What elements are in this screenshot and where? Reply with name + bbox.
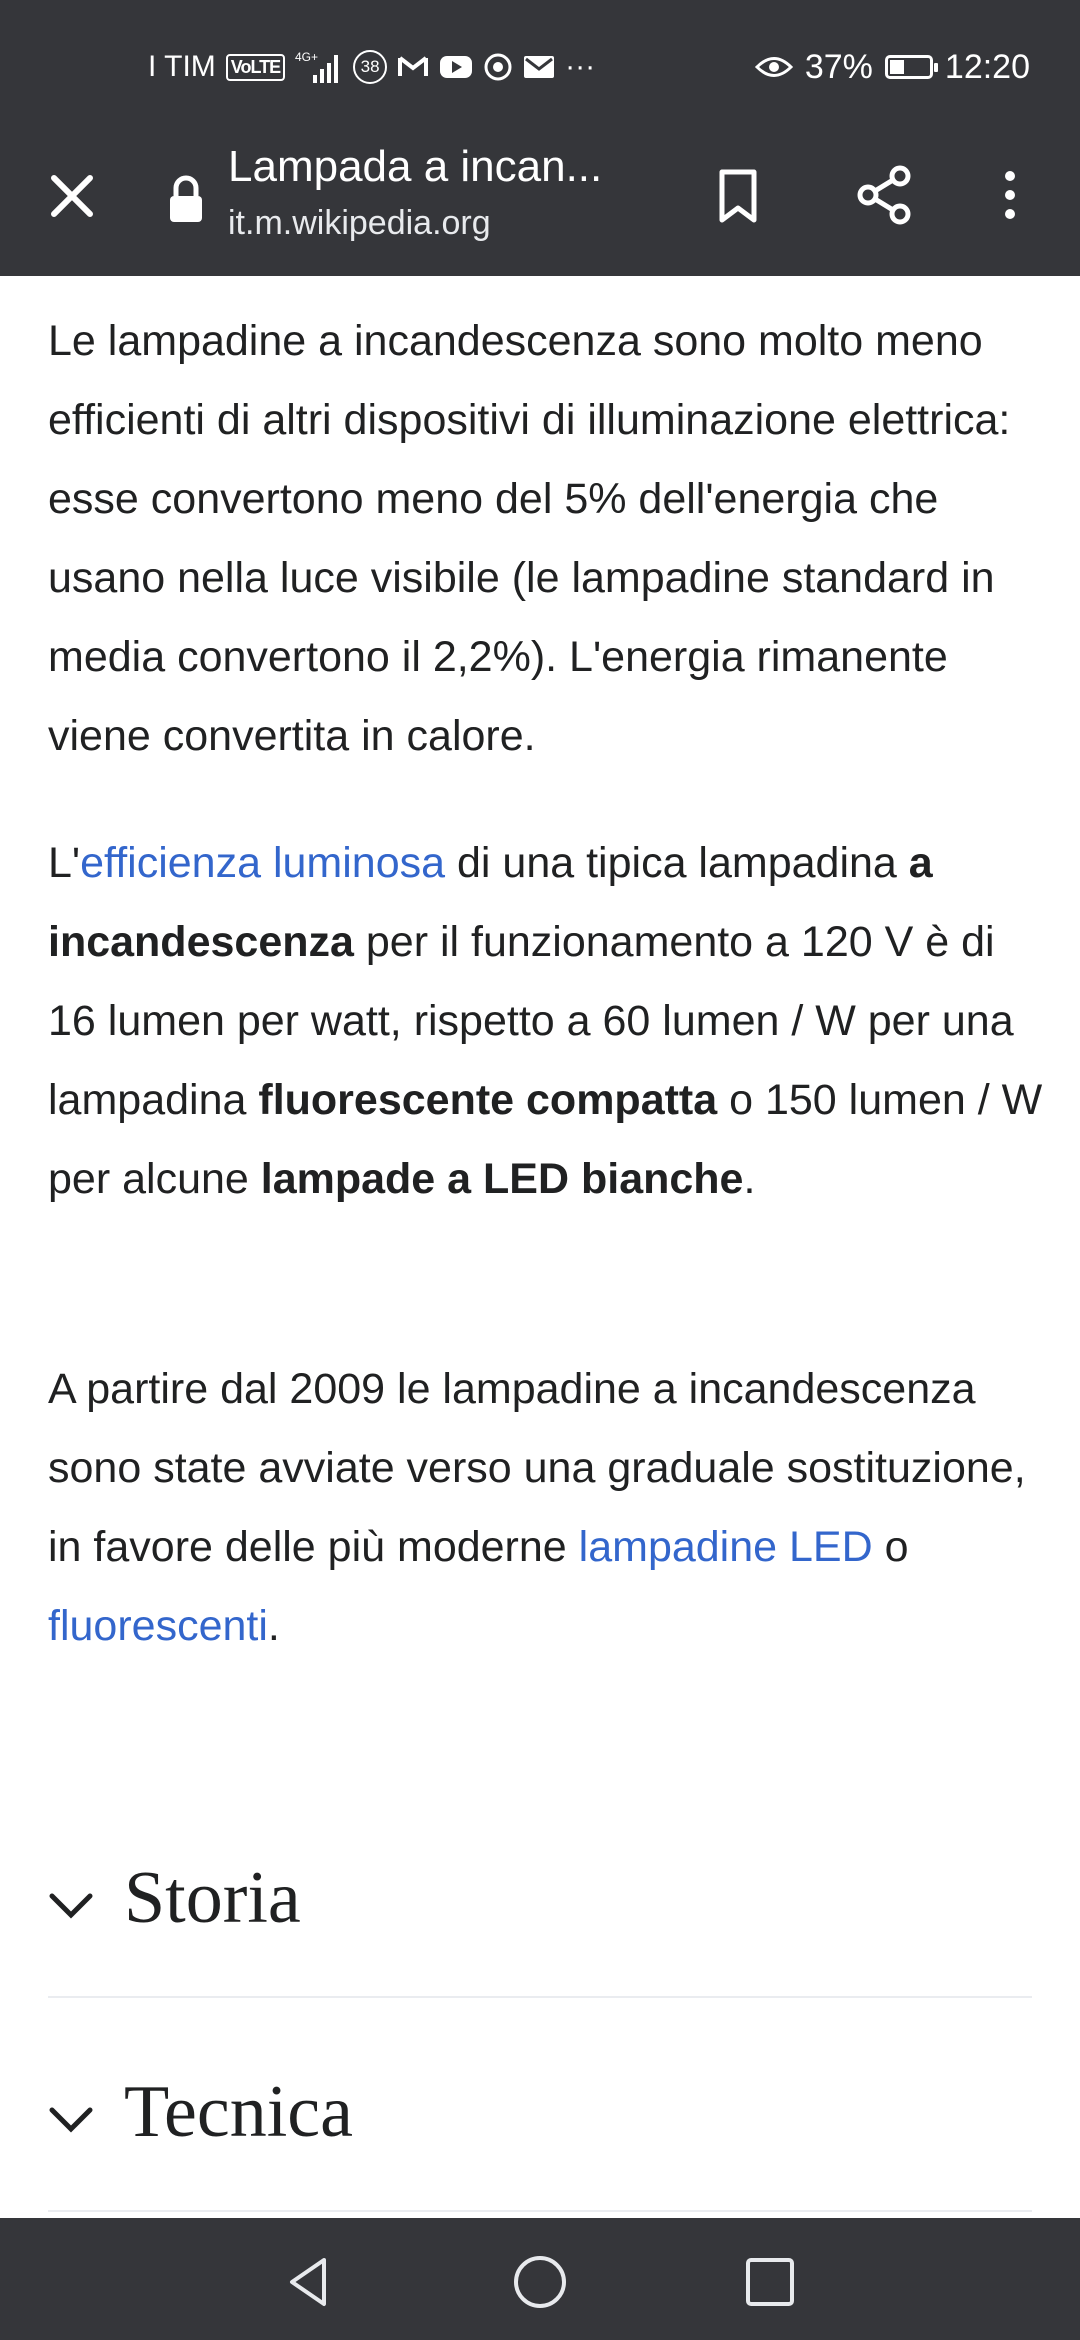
text-run: L' bbox=[48, 839, 81, 887]
text-run: A partire dal 2009 le lampadine a incandescenza sono state avviate verso una graduale sostituzione, in favore delle più moderne bbox=[48, 1365, 1026, 1571]
section-title: Storia bbox=[124, 1857, 301, 1939]
text-run: o 150 lumen / W per alcune bbox=[48, 1076, 1043, 1203]
youtube-icon bbox=[439, 54, 473, 80]
overflow-menu-button[interactable] bbox=[990, 160, 1030, 230]
close-button[interactable] bbox=[42, 166, 102, 226]
article-paragraph-2 bbox=[48, 824, 1048, 1219]
article-paragraph-1: Le lampadine a incandescenza sono molto meno efficienti di altri dispositivi di illuminazione elettrica: esse convertono meno del 5% dell'energia che usano nella luce visibile (le lampadine standard in media convertono il 2,2%). L'energia rimanente viene convertita in calore. bbox=[48, 317, 1011, 760]
text-run: di una tipica lampadina bbox=[445, 839, 909, 887]
battery-percent: 37% bbox=[804, 47, 873, 86]
more-vert-icon bbox=[990, 160, 1030, 230]
status-right bbox=[755, 44, 1030, 90]
article-paragraph-3 bbox=[48, 1350, 1032, 1666]
battery-icon bbox=[885, 55, 933, 79]
text-run: . bbox=[267, 1602, 280, 1650]
bookmark-icon bbox=[708, 160, 768, 230]
share-button[interactable] bbox=[852, 160, 916, 230]
back-triangle-icon bbox=[280, 2252, 340, 2312]
recents-square-icon bbox=[740, 2252, 800, 2312]
eye-comfort-icon bbox=[755, 54, 793, 80]
mail-icon bbox=[523, 54, 555, 80]
carrier-label: I TIM bbox=[148, 50, 216, 83]
text-run: . bbox=[743, 1155, 756, 1203]
status-bar bbox=[0, 0, 1080, 130]
system-navigation-bar bbox=[0, 2218, 1080, 2340]
page-url[interactable]: it.m.wikipedia.org bbox=[228, 204, 491, 242]
volte-badge: VoLTE bbox=[226, 54, 285, 81]
battery-fill bbox=[890, 60, 904, 74]
home-circle-icon bbox=[510, 2252, 570, 2312]
section-title: Tecnica bbox=[124, 2071, 353, 2153]
section-tecnica[interactable] bbox=[48, 2030, 1032, 2212]
chevron-down-icon bbox=[48, 2100, 94, 2140]
bold-lampade-led-bianche: lampade a LED bianche bbox=[260, 1155, 744, 1203]
link-lampadine-led[interactable]: lampadine LED bbox=[578, 1523, 873, 1571]
notification-count-badge: 38 bbox=[353, 50, 387, 84]
chrome-icon bbox=[483, 52, 513, 82]
bold-fluorescente-compatta: fluorescente compatta bbox=[258, 1076, 718, 1124]
lock-icon[interactable] bbox=[166, 174, 206, 224]
text-run: per il funzionamento a 120 V è di 16 lumen per watt, rispetto a 60 lumen / W per una lampadina bbox=[48, 918, 1014, 1124]
custom-tab-toolbar bbox=[0, 130, 1080, 276]
page-title[interactable]: Lampada a incan... bbox=[228, 142, 603, 191]
text-run: o bbox=[872, 1523, 909, 1571]
status-left bbox=[148, 44, 595, 90]
network-type-label: 4G+ bbox=[295, 50, 319, 64]
browser-chrome bbox=[0, 0, 1080, 276]
nav-recents-button[interactable] bbox=[740, 2252, 800, 2312]
close-icon bbox=[42, 166, 102, 226]
gmail-icon bbox=[397, 54, 429, 80]
bold-a-incandescenza: a incandescenza bbox=[48, 839, 933, 966]
signal-icon bbox=[295, 49, 343, 85]
bookmark-button[interactable] bbox=[708, 160, 768, 230]
link-fluorescenti[interactable]: fluorescenti bbox=[48, 1602, 268, 1650]
link-efficienza-luminosa[interactable]: efficienza luminosa bbox=[80, 839, 446, 887]
more-notifications-icon: ··· bbox=[565, 50, 596, 83]
nav-back-button[interactable] bbox=[280, 2252, 340, 2312]
chevron-down-icon bbox=[48, 1886, 94, 1926]
share-icon bbox=[852, 160, 916, 230]
section-storia[interactable] bbox=[48, 1816, 1032, 1998]
clock: 12:20 bbox=[944, 47, 1030, 86]
nav-home-button[interactable] bbox=[510, 2252, 570, 2312]
